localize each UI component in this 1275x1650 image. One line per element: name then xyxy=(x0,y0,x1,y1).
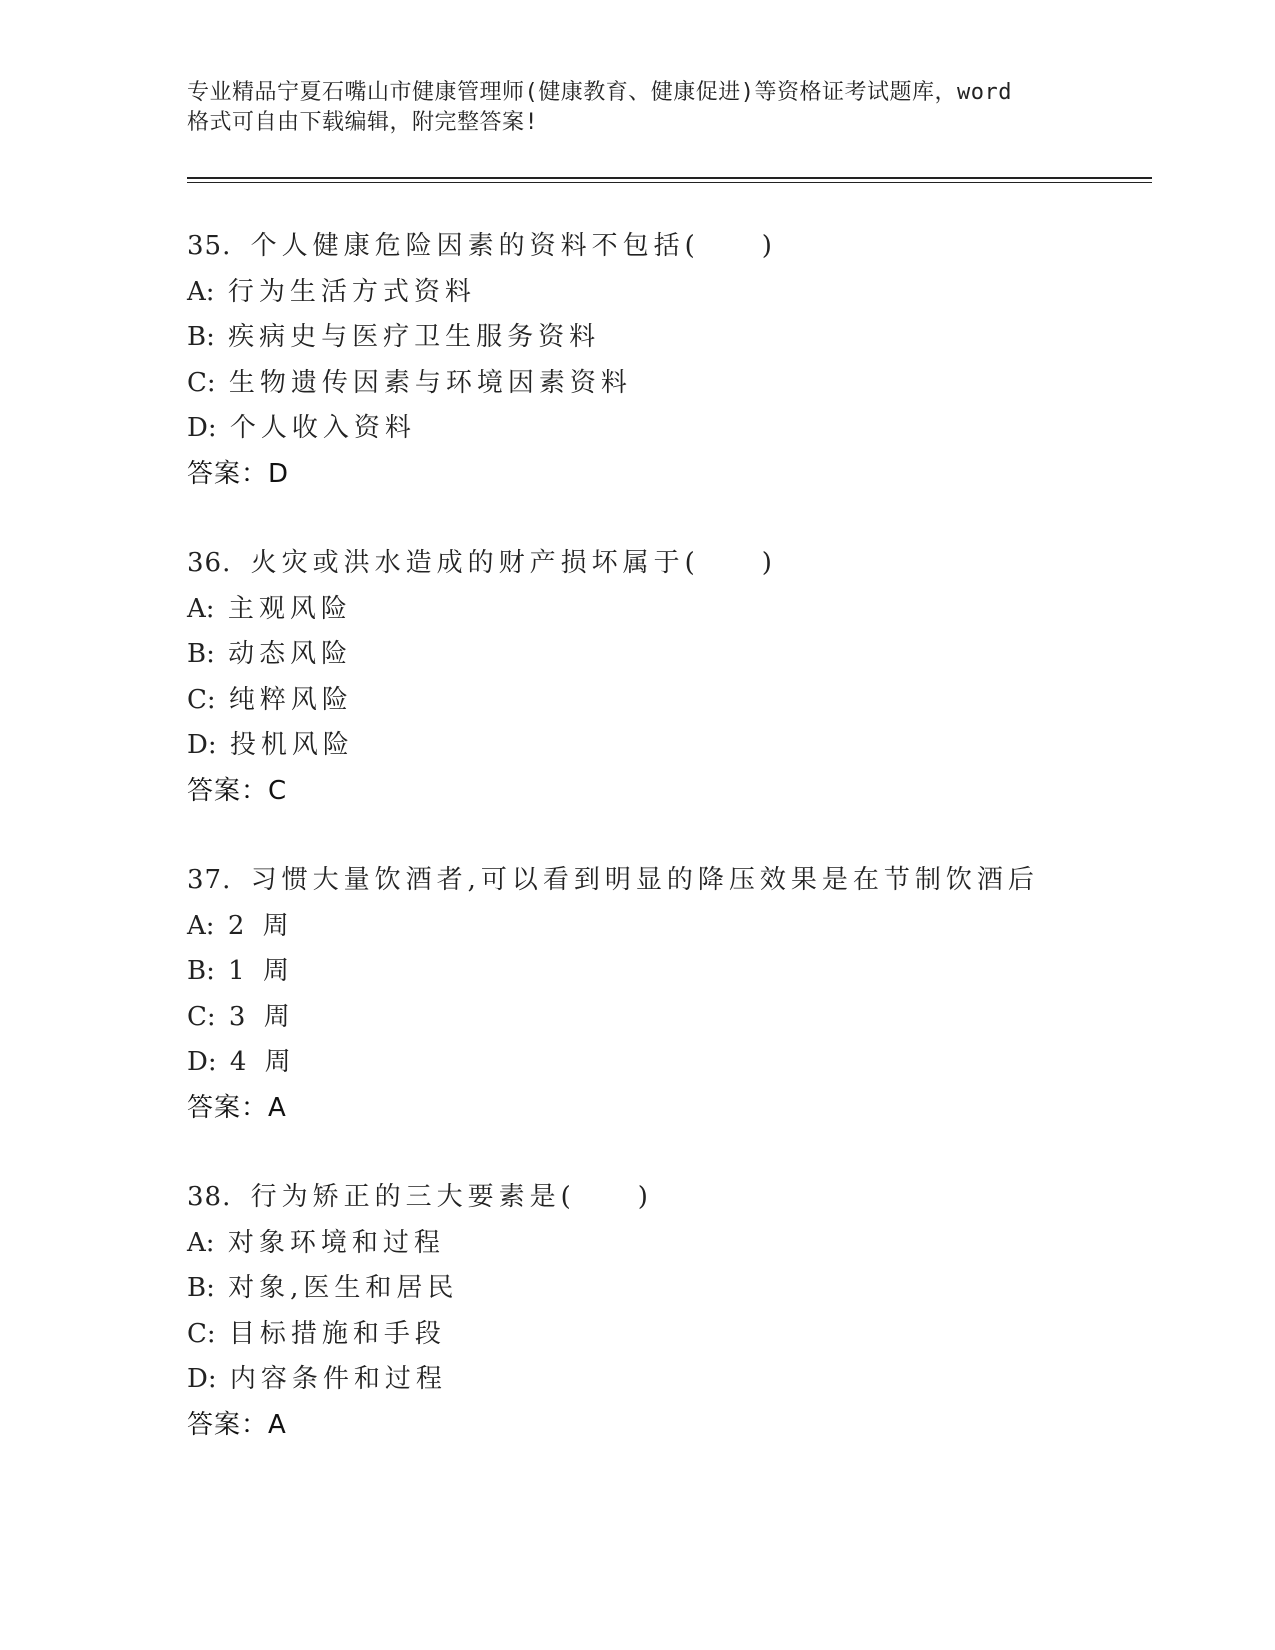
document-header xyxy=(187,78,1087,138)
option-key: D: xyxy=(187,1364,217,1394)
answer-line: 答案：C xyxy=(187,775,288,806)
option-text: 3 周 xyxy=(228,1001,295,1032)
option-key: A: xyxy=(187,910,215,941)
option-c xyxy=(187,1312,1147,1358)
option-text: 内容条件和过程 xyxy=(229,1364,447,1394)
answer-line: 答案：D xyxy=(187,458,290,489)
option-key: B: xyxy=(187,1273,215,1303)
option-a xyxy=(187,270,1147,316)
question-text: 火灾或洪水造成的财产损坏属于( ) xyxy=(250,548,777,578)
option-c xyxy=(187,678,1147,724)
option-key: A: xyxy=(187,1227,215,1258)
option-text: 个人收入资料 xyxy=(229,413,416,443)
option-key: C: xyxy=(187,684,216,715)
option-key: B: xyxy=(187,639,215,669)
option-key: D: xyxy=(187,730,217,760)
option-b xyxy=(187,315,1147,361)
header-divider-thin xyxy=(187,182,1152,183)
option-text: 对象,医生和居民 xyxy=(228,1273,459,1303)
question-36 xyxy=(187,541,1147,814)
question-number: 38. xyxy=(187,1182,232,1212)
option-key: B: xyxy=(187,322,215,352)
option-a xyxy=(187,587,1147,633)
option-key: B: xyxy=(187,956,215,986)
answer-line: 答案：A xyxy=(187,1092,287,1123)
option-text: 投机风险 xyxy=(229,730,354,760)
option-key: C: xyxy=(187,1318,216,1349)
option-d xyxy=(187,1040,1147,1086)
option-d xyxy=(187,406,1147,452)
option-text: 生物遗传因素与环境因素资料 xyxy=(228,367,632,398)
question-number: 36. xyxy=(187,548,232,578)
option-b xyxy=(187,632,1147,678)
option-text: 主观风险 xyxy=(227,593,352,624)
option-text: 对象环境和过程 xyxy=(227,1227,445,1258)
question-stem xyxy=(187,858,1147,904)
option-a xyxy=(187,1221,1147,1267)
option-d xyxy=(187,723,1147,769)
option-key: A: xyxy=(187,276,215,307)
option-text: 行为生活方式资料 xyxy=(227,276,476,307)
question-38 xyxy=(187,1175,1147,1448)
option-text: 1 周 xyxy=(228,956,294,986)
option-text: 纯粹风险 xyxy=(228,684,353,715)
option-c xyxy=(187,995,1147,1041)
option-text: 2 周 xyxy=(227,910,294,941)
header-divider-thick xyxy=(187,177,1152,179)
question-text: 习惯大量饮酒者,可以看到明显的降压效果是在节制饮酒后 xyxy=(250,865,1039,895)
option-key: C: xyxy=(187,367,216,398)
option-key: C: xyxy=(187,1001,216,1032)
option-key: A: xyxy=(187,593,215,624)
question-stem xyxy=(187,1175,1147,1221)
option-text: 4 周 xyxy=(229,1047,296,1077)
option-text: 疾病史与医疗卫生服务资料 xyxy=(228,322,601,352)
option-a xyxy=(187,904,1147,950)
question-37 xyxy=(187,858,1147,1131)
question-text: 行为矫正的三大要素是( ) xyxy=(250,1182,653,1212)
option-b xyxy=(187,949,1147,995)
header-line-2: 格式可自由下载编辑，附完整答案! xyxy=(187,110,539,135)
question-35 xyxy=(187,224,1147,497)
answer-line: 答案：A xyxy=(187,1409,287,1440)
option-text: 动态风险 xyxy=(228,639,353,669)
option-d xyxy=(187,1357,1147,1403)
option-key: D: xyxy=(187,413,217,443)
option-text: 目标措施和手段 xyxy=(228,1318,446,1349)
question-stem xyxy=(187,541,1147,587)
question-text: 个人健康危险因素的资料不包括( ) xyxy=(250,231,777,261)
question-number: 37. xyxy=(187,865,232,895)
option-b xyxy=(187,1266,1147,1312)
option-key: D: xyxy=(187,1047,217,1077)
question-stem xyxy=(187,224,1147,270)
question-number: 35. xyxy=(187,231,232,261)
header-line-1: 专业精品宁夏石嘴山市健康管理师(健康教育、健康促进)等资格证考试题库，word xyxy=(187,80,1012,105)
option-c xyxy=(187,361,1147,407)
